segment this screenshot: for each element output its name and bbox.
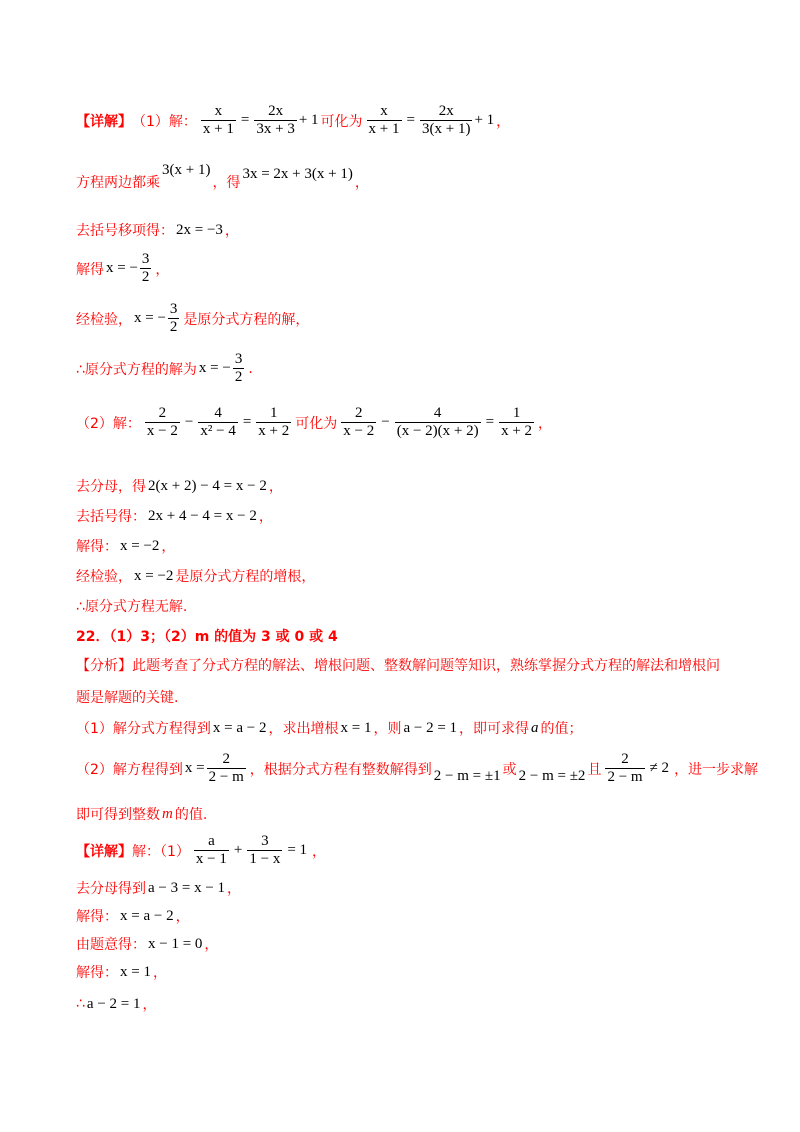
equation: x = −2 bbox=[134, 567, 174, 584]
equation: x = − $\frac{3}{2}$ bbox=[106, 251, 150, 285]
text: ，根据分式方程有整数解得到 bbox=[249, 761, 432, 778]
text: ， bbox=[142, 997, 157, 1013]
detail-tag: 【详解】 bbox=[76, 843, 132, 860]
text: 或 bbox=[502, 761, 517, 778]
line-solution-2 bbox=[76, 406, 552, 439]
equation: x = a − 2 bbox=[212, 719, 267, 736]
equation: a − 3 = x − 1 bbox=[148, 879, 226, 896]
text: 22．（1）3；（2）m 的值为 3 或 0 或 4 bbox=[76, 629, 338, 645]
line-solve-22-b bbox=[76, 962, 167, 982]
line-solution-22-1 bbox=[76, 834, 326, 867]
equation: x − 1 = 0 bbox=[148, 935, 203, 952]
text: ， bbox=[268, 479, 283, 495]
question-22-answer bbox=[76, 626, 338, 646]
equation: x = − $\frac{3}{2}$ bbox=[198, 351, 243, 385]
equation: 3(x + 1) bbox=[162, 161, 211, 178]
text: 由题意得： bbox=[76, 937, 146, 953]
equation: 2(x + 2) − 4 = x − 2 bbox=[148, 477, 267, 494]
line-solve-1 bbox=[76, 252, 169, 285]
equation: x = 1 bbox=[340, 719, 372, 736]
line-therefore bbox=[76, 994, 157, 1014]
equation: 2x + 4 − 4 = x − 2 bbox=[148, 507, 257, 524]
text: ， bbox=[227, 881, 242, 897]
line-conclusion-1 bbox=[76, 352, 253, 385]
text: 【分析】此题考查了分式方程的解法、增根问题、整数解问题等知识，熟练掌握分式方程的解法和增根问题是解题的关键. bbox=[76, 658, 720, 706]
text: （2）解方程得到 bbox=[76, 761, 183, 778]
equation: x = − $\frac{3}{2}$ bbox=[134, 301, 178, 335]
equation: $\frac{2}{x - 2}$ − $\frac{4}{(x - 2)(x + 2)}$ = $\frac{1}{x + 2}$ bbox=[343, 405, 533, 439]
line-clear-denominator-22 bbox=[76, 878, 241, 898]
text: ， bbox=[258, 509, 273, 525]
line-multiply bbox=[76, 161, 369, 192]
detail-tag: 【详解】 bbox=[76, 113, 132, 130]
text: 的值. bbox=[174, 807, 208, 823]
text: ， bbox=[538, 415, 553, 432]
text: 可化为 bbox=[295, 415, 338, 432]
text: ，求出增根 bbox=[268, 721, 339, 737]
line-condition bbox=[76, 934, 218, 954]
text: 经检验， bbox=[76, 569, 132, 585]
text: （1）解分式方程得到 bbox=[76, 721, 211, 737]
line-clear-denominator bbox=[76, 476, 283, 496]
text: . bbox=[248, 360, 253, 377]
equation: $\frac{2}{x - 2}$ − $\frac{4}{\text{x² − 4}}$ = $\frac{1}{x + 2}$ bbox=[146, 405, 290, 439]
equation: 2x = −3 bbox=[176, 221, 223, 238]
line-conclusion-2 bbox=[76, 596, 187, 616]
text: ，得 bbox=[212, 175, 241, 191]
text: ∴原分式方程的解为 bbox=[76, 361, 197, 378]
line-solve-2 bbox=[76, 536, 175, 556]
variable: a bbox=[531, 719, 539, 736]
text: ， bbox=[161, 539, 176, 555]
text: 去分母，得 bbox=[76, 479, 146, 495]
text: ， bbox=[155, 261, 170, 278]
text: 去括号移项得： bbox=[76, 223, 174, 239]
equation: 3x = 2x + 3(x + 1) bbox=[242, 165, 353, 182]
text: 解：（1） bbox=[132, 843, 190, 860]
equation: 2 − m = ±1 bbox=[433, 768, 501, 784]
text: 方程两边都乘 bbox=[76, 175, 160, 191]
equation: x = a − 2 bbox=[120, 907, 174, 924]
variable: m bbox=[162, 805, 173, 822]
text: 去分母得到 bbox=[76, 881, 146, 897]
analysis-part-2 bbox=[76, 752, 758, 785]
line-check-1 bbox=[76, 302, 309, 335]
text: 可化为 bbox=[320, 113, 363, 130]
text: 的值； bbox=[540, 721, 583, 737]
text: ，则 bbox=[373, 721, 402, 737]
equation: a − 2 = 1 bbox=[86, 995, 141, 1012]
equation: x = −2 bbox=[120, 537, 160, 554]
text: ， bbox=[175, 909, 190, 925]
line-expand bbox=[76, 220, 239, 240]
text: ， bbox=[204, 937, 219, 953]
text: ∴ bbox=[76, 996, 85, 1012]
text: ， bbox=[354, 175, 369, 191]
line-solution-1 bbox=[76, 104, 510, 137]
text: （2）解： bbox=[76, 415, 141, 432]
line-check-2 bbox=[76, 566, 315, 586]
analysis-paragraph bbox=[76, 650, 726, 714]
analysis-part-2-end bbox=[76, 804, 207, 824]
text: 解得： bbox=[76, 539, 118, 555]
text: ，即可求得 bbox=[459, 721, 530, 737]
equation: x = 1 bbox=[120, 963, 151, 980]
equation: $\frac{x}{x + 1}$ = $\frac{2x}{3(x + 1)}$ + 1 bbox=[368, 103, 495, 137]
text: （1）解： bbox=[132, 113, 197, 130]
text: ， bbox=[312, 843, 327, 860]
text: ， bbox=[496, 113, 511, 130]
text: 解得 bbox=[76, 261, 104, 278]
text: ， bbox=[224, 223, 239, 239]
text: 即可得到整数 bbox=[76, 807, 160, 823]
text: ∴原分式方程无解. bbox=[76, 599, 188, 615]
text: 去括号得： bbox=[76, 509, 146, 525]
equation: 2 − m = ±2 bbox=[518, 768, 586, 784]
text: ，进一步求解 bbox=[674, 761, 759, 778]
text: 且 bbox=[587, 761, 602, 778]
equation: $\frac{2}{2 - m}$ ≠ 2 bbox=[607, 751, 670, 785]
text: 解得： bbox=[76, 909, 118, 925]
text: 解得： bbox=[76, 965, 118, 981]
line-solve-22-a bbox=[76, 906, 190, 926]
equation: $\frac{x}{x + 1}$ = $\frac{2x}{3x + 3}$ + 1 bbox=[202, 103, 319, 137]
equation: a − 2 = 1 bbox=[403, 719, 458, 736]
text: 是原分式方程的增根， bbox=[175, 569, 316, 585]
text: 经检验， bbox=[76, 311, 132, 328]
analysis-part-1 bbox=[76, 718, 583, 738]
line-expand-2 bbox=[76, 506, 273, 526]
text: ， bbox=[152, 965, 167, 981]
text: 是原分式方程的解， bbox=[183, 311, 310, 328]
equation: x = $\frac{2}{2 - m}$ bbox=[184, 751, 244, 785]
equation: $\frac{a}{x - 1}$ + $\frac{3}{1 - x}$ = 1 bbox=[195, 833, 308, 867]
